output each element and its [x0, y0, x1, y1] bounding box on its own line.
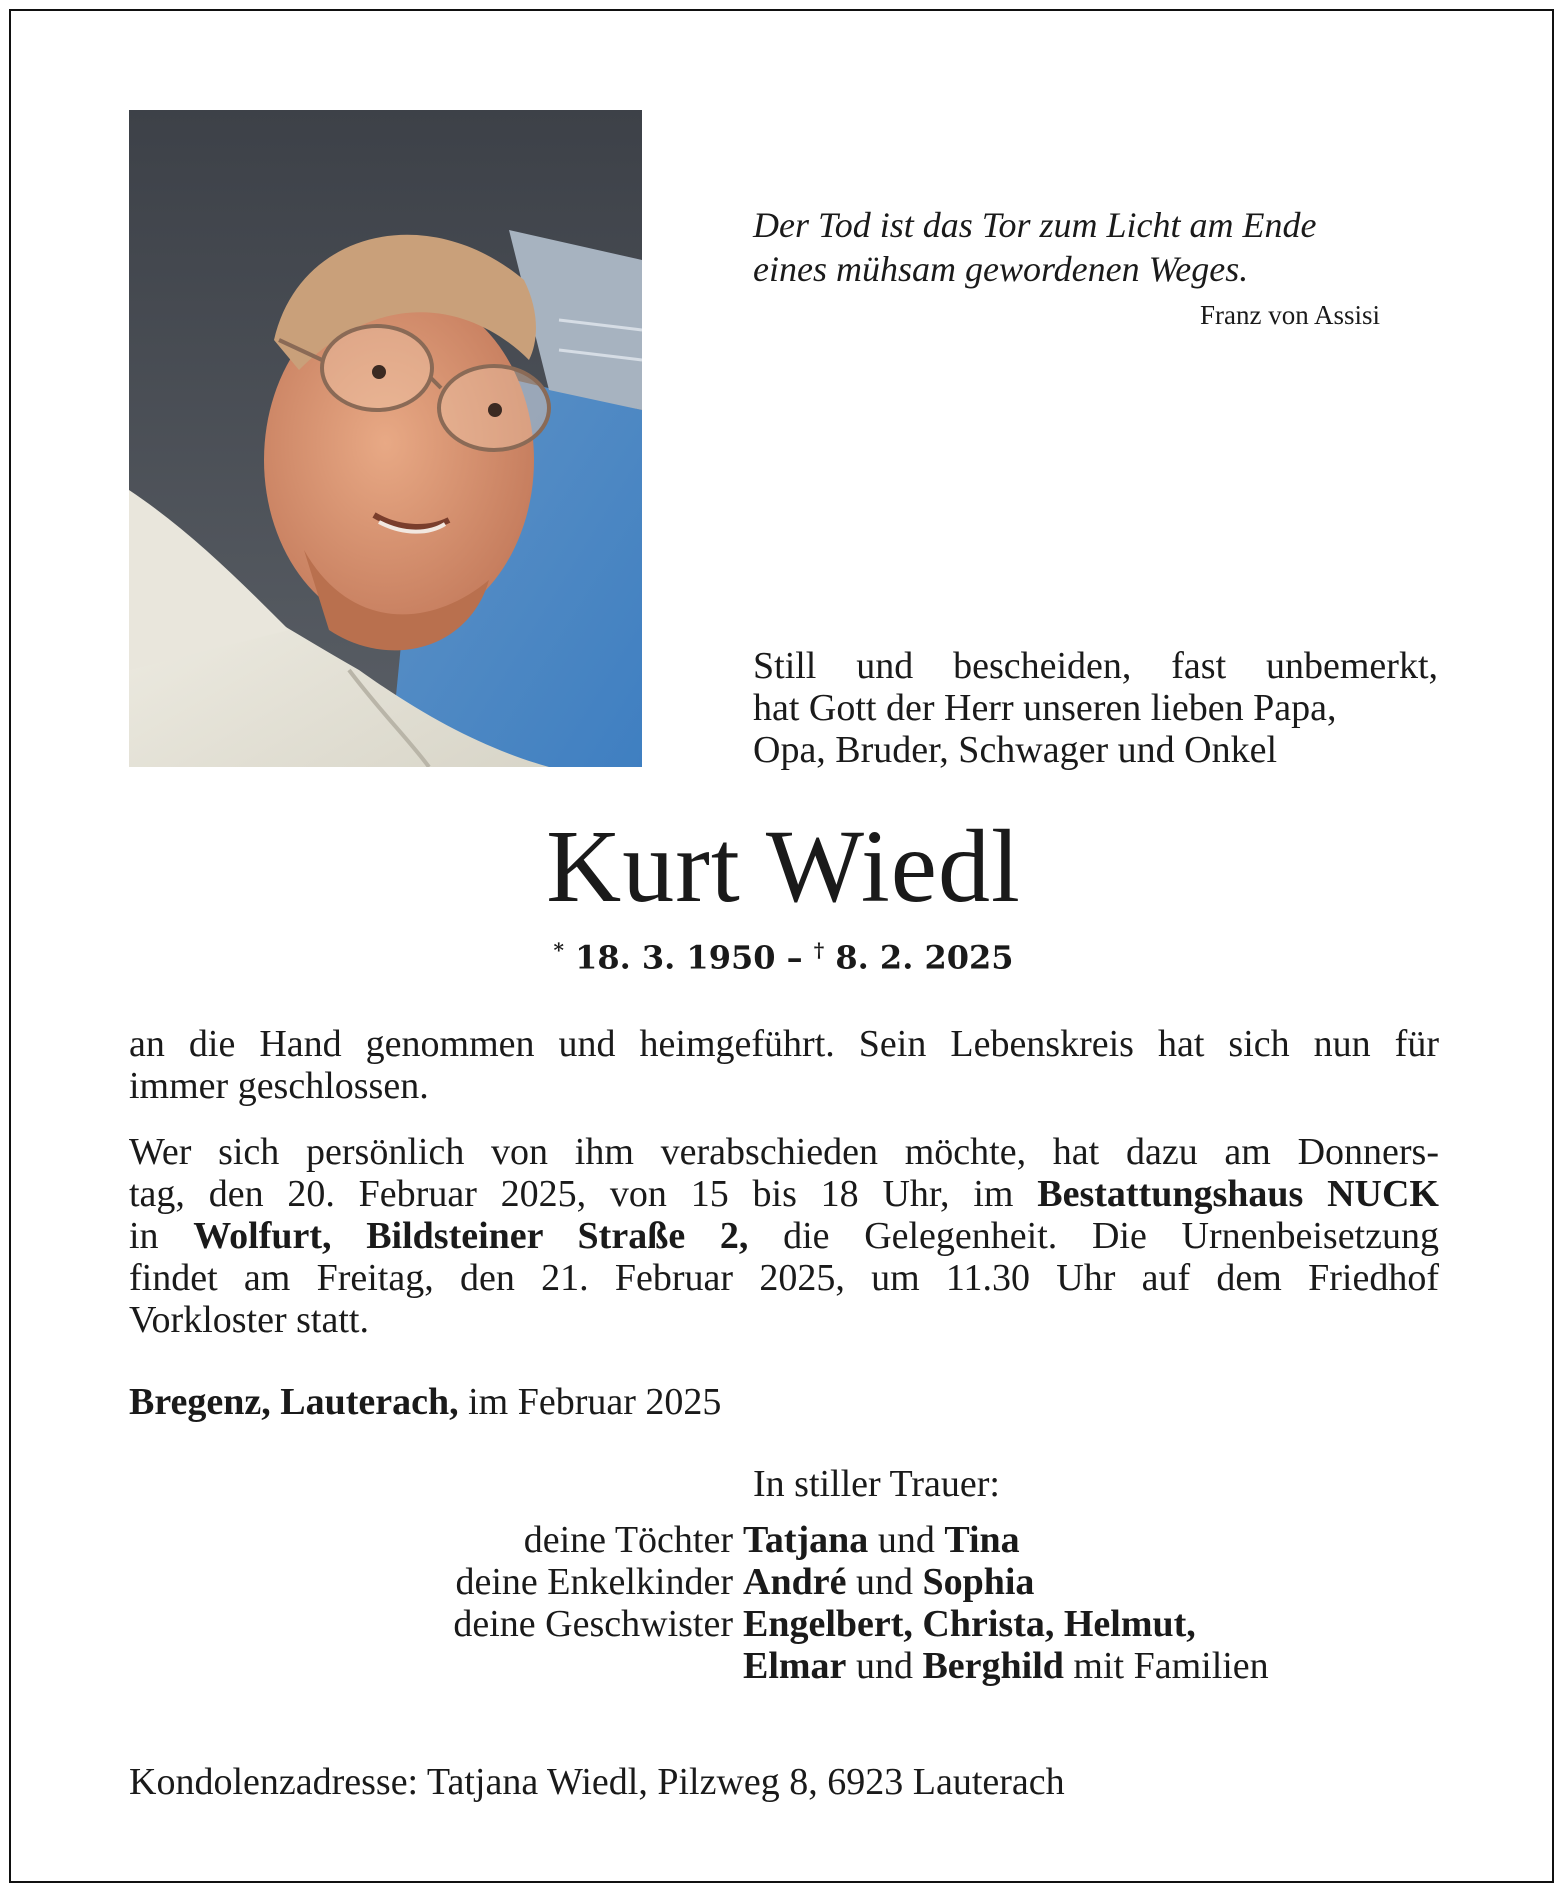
paragraph-2-line-2	[129, 1173, 1439, 1215]
mourner-name: Tatjana	[743, 1519, 869, 1561]
mourner-row	[129, 1603, 1439, 1645]
paragraph-2-line-2-text: tag, den 20. Februar 2025, von 15 bis 18 Uhr, im	[129, 1173, 1038, 1215]
paragraph-2-line-3-prefix: in	[129, 1215, 194, 1257]
deceased-name: Kurt Wiedl	[546, 809, 1021, 924]
mourner-name: Tina	[944, 1519, 1020, 1561]
condolence-address: Kondolenzadresse: Tatjana Wiedl, Pilzweg 8, 6923 Lauterach	[129, 1761, 1065, 1803]
birth-mark: *	[553, 938, 564, 962]
paragraph-2	[129, 1131, 1439, 1341]
date-separator: –	[786, 938, 803, 977]
paragraph-2-line-3	[129, 1215, 1439, 1257]
mourner-conjunction: und	[868, 1519, 945, 1561]
place-date	[129, 1380, 721, 1424]
mourner-row	[129, 1561, 1439, 1603]
place-towns: Bregenz, Lauterach,	[129, 1381, 459, 1423]
birth-date: 18. 3. 1950	[575, 938, 776, 977]
mourner-relation: deine Enkelkinder	[455, 1561, 733, 1603]
quote	[753, 203, 1393, 291]
paragraph-2-line-1: Wer sich persönlich von ihm verabschieden möchte, hat dazu am Donners-	[129, 1131, 1439, 1173]
funeral-home: Bestattungshaus NUCK	[1037, 1173, 1439, 1215]
intro-line-3: Opa, Bruder, Schwager und Onkel	[753, 729, 1278, 771]
quote-author: Franz von Assisi	[1199, 300, 1380, 330]
mourner-row	[129, 1519, 1439, 1561]
death-mark: †	[813, 938, 825, 962]
intro-line-1: Still und bescheiden, fast unbemerkt,	[753, 645, 1438, 687]
mourner-name: André	[743, 1561, 847, 1603]
mourner-name: Sophia	[922, 1561, 1035, 1603]
mourner-conjunction: und	[846, 1645, 923, 1687]
mourner-name: Berghild	[922, 1645, 1064, 1687]
mourner-relation: deine Töchter	[523, 1519, 733, 1561]
mourner-row	[129, 1645, 1439, 1687]
death-date: 8. 2. 2025	[835, 938, 1014, 977]
funeral-address: Wolfurt, Bildsteiner Straße 2,	[193, 1215, 749, 1257]
mourner-name: Elmar	[743, 1645, 847, 1687]
intro-text	[753, 645, 1438, 771]
life-dates	[0, 938, 1567, 977]
quote-line-1: Der Tod ist das Tor zum Licht am Ende	[753, 205, 1317, 245]
mourners-list	[129, 1519, 1439, 1687]
mourner-relation: deine Geschwister	[453, 1603, 733, 1645]
paragraph-1	[129, 1023, 1439, 1107]
place-month: im Februar 2025	[458, 1381, 722, 1423]
paragraph-1-line-2: immer geschlossen.	[129, 1065, 429, 1107]
paragraph-2-line-4: findet am Freitag, den 21. Februar 2025, um 11.30 Uhr auf dem Friedhof	[129, 1257, 1439, 1299]
mourner-conjunction: und	[846, 1561, 923, 1603]
paragraph-2-line-3-suffix: die Gelegenheit. Die Urnenbeisetzung	[748, 1215, 1439, 1257]
paragraph-2-line-5: Vorkloster statt.	[129, 1299, 369, 1341]
mourner-name: Engelbert, Christa, Helmut,	[743, 1603, 1196, 1645]
mourning-title: In stiller Trauer:	[753, 1463, 1000, 1505]
portrait-photo	[129, 110, 642, 767]
intro-line-2: hat Gott der Herr unseren lieben Papa,	[753, 687, 1337, 729]
paragraph-1-line-1: an die Hand genommen und heimgeführt. Sein Lebenskreis hat sich nun für	[129, 1023, 1439, 1065]
mourner-suffix: mit Familien	[1063, 1645, 1269, 1687]
quote-line-2: eines mühsam gewordenen Weges.	[753, 249, 1249, 289]
mourner-relation	[129, 1645, 743, 1687]
